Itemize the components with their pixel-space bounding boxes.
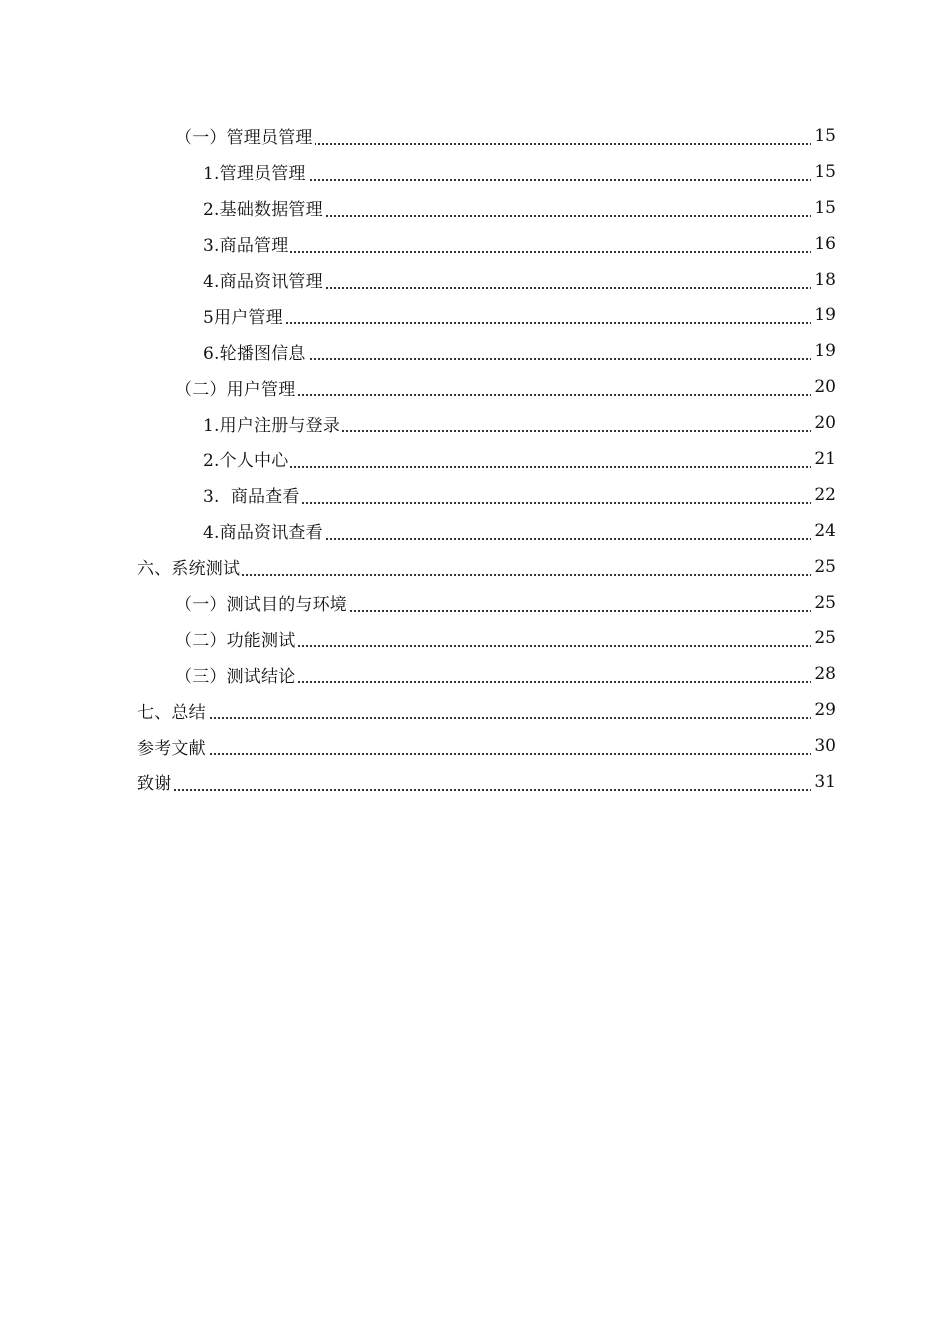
toc-dot-leader — [137, 751, 824, 755]
toc-entry-label: 致谢 — [137, 769, 173, 794]
toc-entry[interactable] — [0, 728, 950, 764]
toc-dot-leader — [203, 249, 824, 253]
toc-entry[interactable] — [0, 369, 950, 405]
toc-dot-leader — [137, 787, 824, 791]
toc-page-number: 30 — [811, 736, 836, 756]
toc-page-number: 28 — [811, 664, 836, 684]
toc-entry-label: 七、总结 — [137, 698, 208, 723]
toc-entry-label: 1.用户注册与登录 — [203, 411, 342, 436]
toc-entry-label: 4.商品资讯查看 — [203, 518, 325, 543]
toc-entry-label: （一）管理员管理 — [175, 123, 315, 148]
toc-entry[interactable] — [0, 764, 950, 800]
toc-page-number: 24 — [811, 521, 836, 541]
toc-entry-label: （二）用户管理 — [175, 375, 297, 400]
toc-page-number: 16 — [811, 234, 836, 254]
toc-entry-label: 3. 商品查看 — [203, 482, 302, 507]
toc-page-number: 15 — [811, 198, 836, 218]
toc-dot-leader — [203, 320, 824, 324]
toc-entry[interactable] — [0, 118, 950, 154]
toc-entry-label: 3.商品管理 — [203, 231, 290, 256]
toc-page-number: 15 — [811, 126, 836, 146]
toc-entry-label: （二）功能测试 — [175, 626, 297, 651]
toc-entry-label: （三）测试结论 — [175, 662, 297, 687]
toc-entry-label: 2.基础数据管理 — [203, 195, 325, 220]
toc-entry[interactable] — [0, 154, 950, 190]
toc-entry[interactable] — [0, 549, 950, 585]
toc-page-number: 22 — [811, 485, 836, 505]
toc-entry-label: 5用户管理 — [203, 303, 285, 328]
toc-entry-label: 4.商品资讯管理 — [203, 267, 325, 292]
toc-entry-label: 参考文献 — [137, 734, 208, 759]
toc-page-number: 29 — [811, 700, 836, 720]
toc-entry[interactable] — [0, 441, 950, 477]
toc-dot-leader — [137, 715, 824, 719]
toc-entry[interactable] — [0, 656, 950, 692]
toc-dot-leader — [203, 464, 824, 468]
toc-entry[interactable] — [0, 333, 950, 369]
toc-page-number: 31 — [811, 772, 836, 792]
toc-entry[interactable] — [0, 297, 950, 333]
toc-page-number: 21 — [811, 449, 836, 469]
toc-entry-label: 2.个人中心 — [203, 446, 290, 471]
toc-entry-label: 1.管理员管理 — [203, 159, 308, 184]
toc-page-number: 25 — [811, 593, 836, 613]
toc-page-number: 20 — [811, 413, 836, 433]
toc-entry-label: 6.轮播图信息 — [203, 339, 308, 364]
table-of-contents — [0, 118, 950, 800]
toc-page-number: 25 — [811, 557, 836, 577]
toc-entry[interactable] — [0, 620, 950, 656]
toc-page-number: 19 — [811, 305, 836, 325]
toc-entry[interactable] — [0, 190, 950, 226]
toc-entry-label: （一）测试目的与环境 — [175, 590, 349, 615]
toc-entry[interactable] — [0, 513, 950, 549]
toc-page-number: 18 — [811, 270, 836, 290]
toc-entry[interactable] — [0, 226, 950, 262]
toc-entry[interactable] — [0, 405, 950, 441]
toc-entry-label: 六、系统测试 — [137, 554, 242, 579]
toc-page-number: 15 — [811, 162, 836, 182]
toc-entry[interactable] — [0, 585, 950, 621]
toc-page-number: 25 — [811, 628, 836, 648]
toc-page-number: 19 — [811, 341, 836, 361]
toc-entry[interactable] — [0, 477, 950, 513]
toc-entry[interactable] — [0, 262, 950, 298]
toc-page-number: 20 — [811, 377, 836, 397]
toc-entry[interactable] — [0, 692, 950, 728]
